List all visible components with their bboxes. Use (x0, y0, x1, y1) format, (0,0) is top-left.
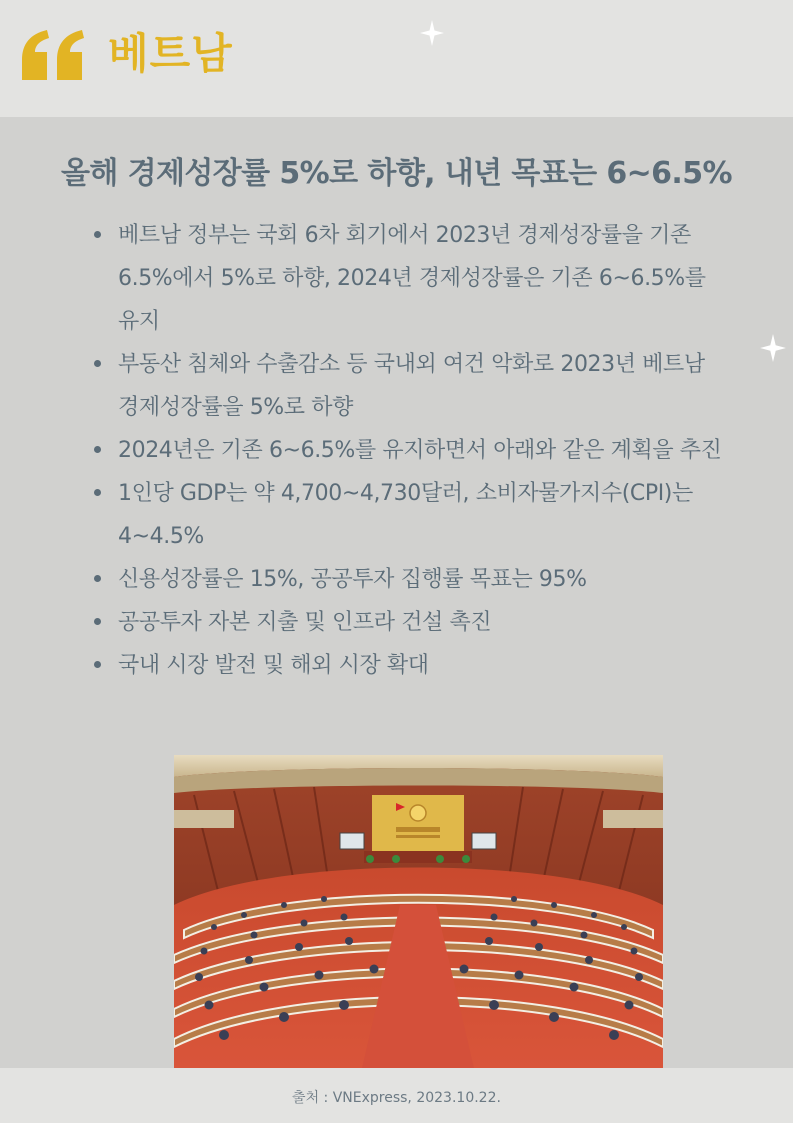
list-item-text: 국내 시장 발전 및 해외 시장 확대 (118, 653, 429, 678)
list-item (92, 343, 732, 429)
bullet-dot (94, 489, 101, 496)
list-item-text: 부동산 침체와 수출감소 등 국내외 여건 악화로 2023년 베트남 경제성장률을 5%로 하향 (118, 352, 705, 420)
list-item (92, 429, 732, 472)
list-item (92, 472, 732, 558)
source-credit: 출처 : VNExpress, 2023.10.22. (292, 1090, 501, 1106)
list-item (92, 644, 732, 687)
national-assembly-photo (174, 755, 663, 1068)
page-headline: 올해 경제성장률 5%로 하향, 내년 목표는 6~6.5% (61, 156, 732, 191)
quote-icon (20, 30, 86, 80)
list-item (92, 601, 732, 644)
bullet-dot (94, 575, 101, 582)
brand-title: 베트남 (108, 29, 233, 78)
list-item-text: 신용성장률은 15%, 공공투자 집행률 목표는 95% (118, 567, 587, 592)
sparkle-icon (420, 20, 444, 46)
bullet-dot (94, 618, 101, 625)
bullet-dot (94, 446, 101, 453)
bullet-dot (94, 661, 101, 668)
bullet-list (92, 214, 732, 687)
list-item-text: 1인당 GDP는 약 4,700~4,730달러, 소비자물가지수(CPI)는 4~4.5% (118, 481, 693, 549)
list-item-text: 베트남 정부는 국회 6차 회기에서 2023년 경제성장률을 기존 6.5%에서 5%로 하향, 2024년 경제성장률은 기존 6~6.5%를 유지 (118, 223, 706, 334)
bullet-dot (94, 360, 101, 367)
list-item-text: 공공투자 자본 지출 및 인프라 건설 촉진 (118, 610, 492, 635)
list-item (92, 214, 732, 343)
list-item-text: 2024년은 기존 6~6.5%를 유지하면서 아래와 같은 계획을 추진 (118, 438, 722, 463)
bullet-dot (94, 231, 101, 238)
sparkle-icon (760, 334, 786, 362)
list-item (92, 558, 732, 601)
